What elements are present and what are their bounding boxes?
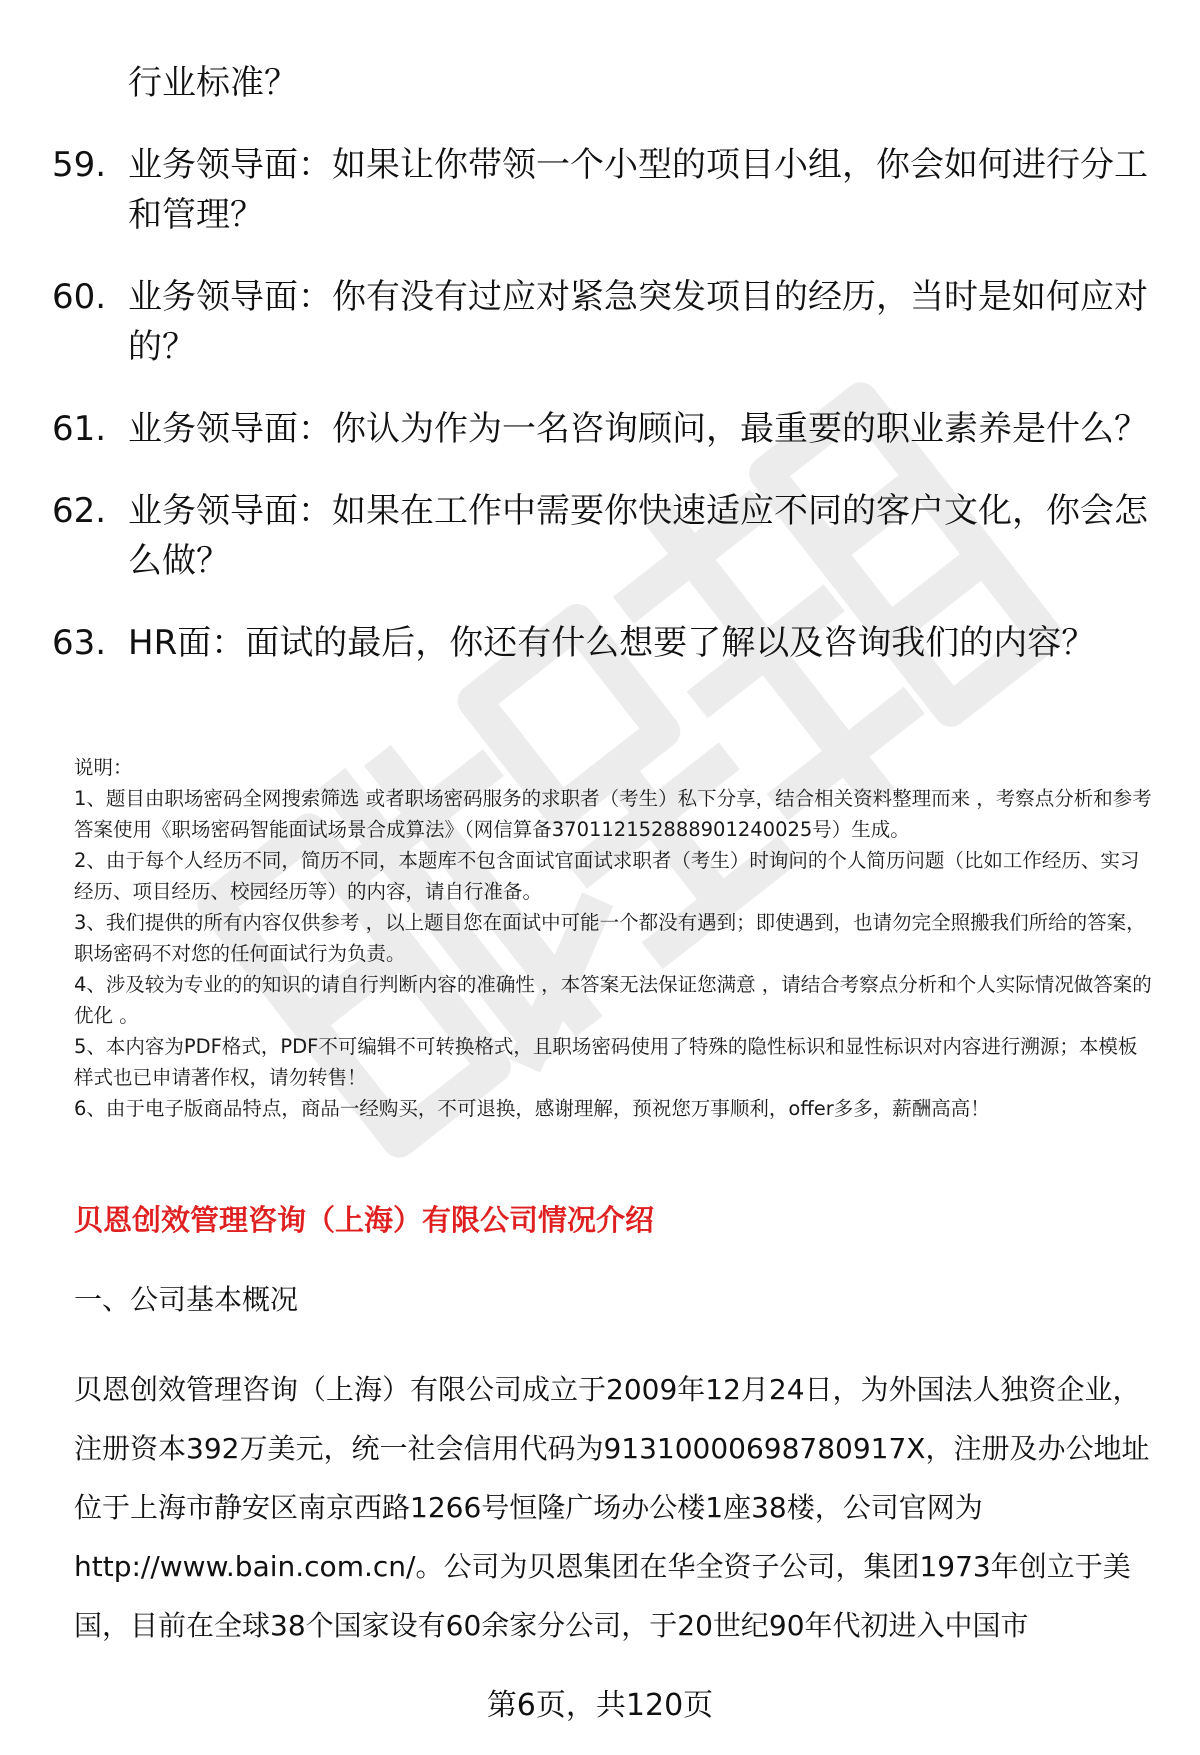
question-item	[52, 404, 1152, 454]
question-number: 60.	[52, 277, 107, 317]
note-item: 4、涉及较为专业的的知识的请自行判断内容的准确性 ，本答案无法保证您满意 ，请结合考察点分析和个人实际情况做答案的优化 。	[74, 973, 1152, 1027]
question-continuation: 行业标准？	[128, 63, 298, 103]
notes-label: 说明：	[74, 756, 133, 779]
question-number: 61.	[52, 409, 107, 449]
note-item: 5、本内容为PDF格式，PDF不可编辑不可转换格式，且职场密码使用了特殊的隐性标识和显性标识对内容进行溯源；本模板样式也已申请著作权，请勿转售！	[74, 1035, 1138, 1089]
company-body-paragraph: 贝恩创效管理咨询（上海）有限公司成立于2009年12月24日，为外国法人独资企业，注册资本392万美元，统一社会信用代码为91310000698780917X，注册及办公地址位于上海市静安区南京西路1266号恒隆广场办公楼1座38楼，公司官网为http://www.bain.com.cn/。公司为贝恩集团在华全资子公司，集团1973年创立于美国，目前在全球38个国家设有60余家分公司，于20世纪90年代初进入中国市	[74, 1373, 1150, 1642]
note-item: 6、由于电子版商品特点，商品一经购买，不可退换，感谢理解，预祝您万事顺利，offer多多，薪酬高高！	[74, 1097, 990, 1120]
question-text: 业务领导面：如果让你带领一个小型的项目小组，你会如何进行分工和管理？	[128, 145, 1148, 235]
page-number: 第6页，共120页	[486, 1688, 714, 1723]
note-item: 1、题目由职场密码全网搜索筛选 或者职场密码服务的求职者（考生）私下分享，结合相关资料整理而来 ，考察点分析和参考答案使用《职场密码智能面试场景合成算法》（网信算备370112152888901240025号）生成。	[74, 787, 1152, 841]
section-heading: 一、公司基本概况	[74, 1283, 299, 1316]
question-text: 业务领导面：如果在工作中需要你快速适应不同的客户文化，你会怎么做？	[128, 491, 1148, 581]
question-number: 62.	[52, 491, 107, 531]
question-item	[52, 486, 1152, 586]
question-text: 业务领导面：你认为作为一名咨询顾问，最重要的职业素养是什么？	[128, 409, 1148, 449]
note-item: 3、我们提供的所有内容仅供参考 ，以上题目您在面试中可能一个都没有遇到；即使遇到，也请勿完全照搬我们所给的答案，职场密码不对您的任何面试行为负责。	[74, 911, 1146, 965]
question-number: 59.	[52, 145, 107, 185]
question-item	[52, 140, 1152, 240]
question-item	[52, 618, 1152, 668]
question-text: 业务领导面：你有没有过应对紧急突发项目的经历，当时是如何应对的？	[128, 277, 1148, 367]
question-item	[52, 272, 1152, 372]
question-text: HR面：面试的最后，你还有什么想要了解以及咨询我们的内容？	[128, 623, 1096, 663]
question-number: 63.	[52, 623, 107, 663]
note-item: 2、由于每个人经历不同，简历不同，本题库不包含面试官面试求职者（考生）时询问的个人简历问题（比如工作经历、实习经历、项目经历、校园经历等）的内容，请自行准备。	[74, 849, 1140, 903]
company-title: 贝恩创效管理咨询（上海）有限公司情况介绍	[74, 1203, 655, 1237]
company-body	[74, 1360, 1160, 1655]
question-list	[52, 140, 1152, 700]
notes-section	[74, 752, 1154, 1124]
